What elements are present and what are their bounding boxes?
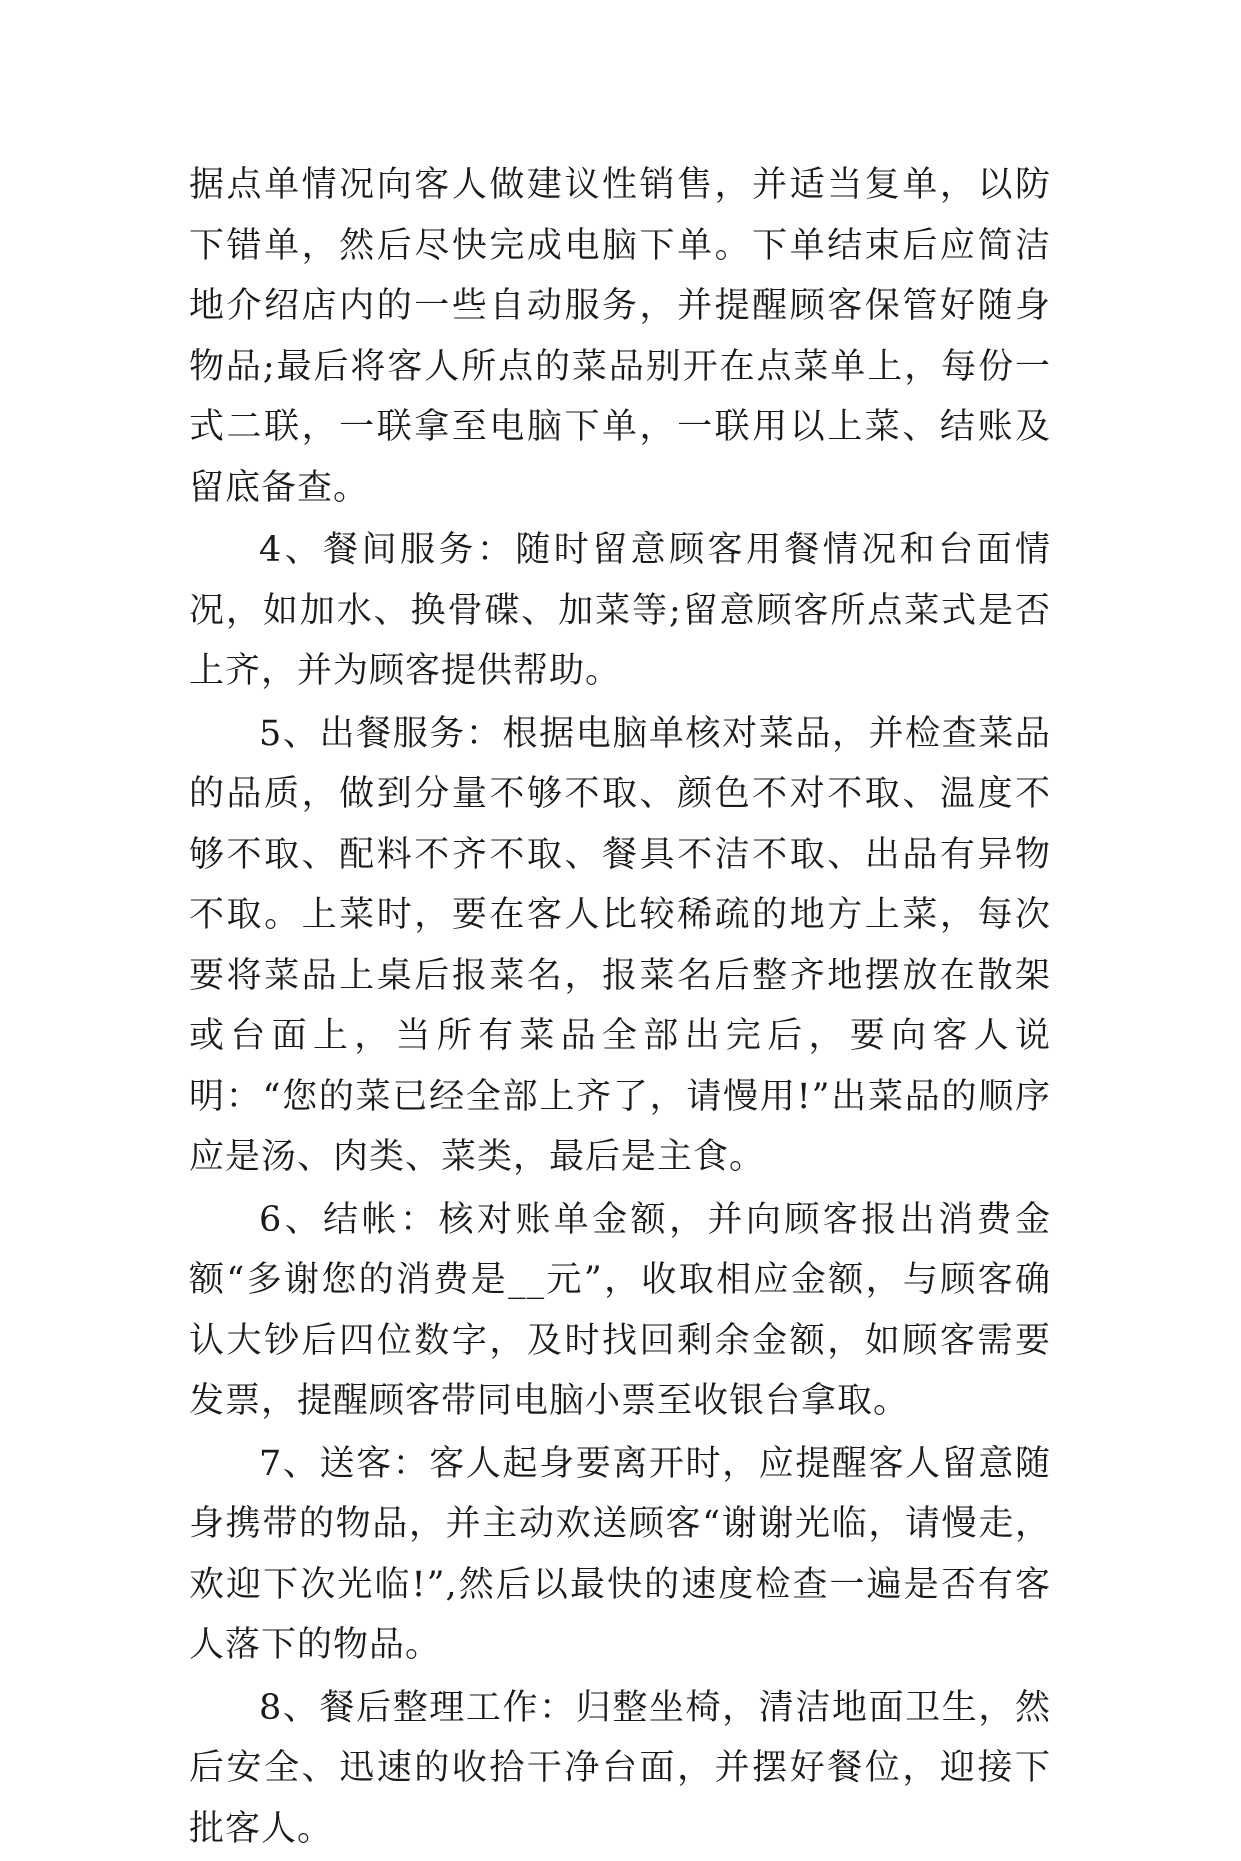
paragraph-5: 7、送客：客人起身要离开时，应提醒客人留意随身携带的物品，并主动欢送顾客“谢谢光临，请慢走，欢迎下次光临!”,然后以最快的速度检查一遍是否有客人落下的物品。 [189, 1443, 1051, 1665]
paragraph-1: 据点单情况向客人做建议性销售，并适当复单，以防下错单，然后尽快完成电脑下单。下单结束后应简洁地介绍店内的一些自动服务，并提醒顾客保管好随身物品;最后将客人所点的菜品别开在点菜单上，每份一式二联，一联拿至电脑下单，一联用以上菜、结账及留底备查。 [189, 165, 1051, 508]
document-body [189, 155, 1051, 1861]
paragraph-4: 6、结帐：核对账单金额，并向顾客报出消费金额“多谢您的消费是__元”，收取相应金额，与顾客确认大钞后四位数字，及时找回剩余金额，如顾客需要发票，提醒顾客带同电脑小票至收银台拿取。 [189, 1199, 1051, 1421]
paragraph-3: 5、出餐服务：根据电脑单核对菜品，并检查菜品的品质，做到分量不够不取、颜色不对不取、温度不够不取、配料不齐不取、餐具不洁不取、出品有异物不取。上菜时，要在客人比较稀疏的地方上菜，每次要将菜品上桌后报菜名，报菜名后整齐地摆放在散架或台面上，当所有菜品全部出完后，要向客人说明：“您的菜已经全部上齐了，请慢用!”出菜品的顺序应是汤、肉类、菜类，最后是主食。 [189, 713, 1051, 1177]
paragraph-6: 8、餐后整理工作：归整坐椅，清洁地面卫生，然后安全、迅速的收拾干净台面，并摆好餐位，迎接下批客人。 [189, 1687, 1051, 1849]
paragraph-2: 4、餐间服务：随时留意顾客用餐情况和台面情况，如加水、换骨碟、加菜等;留意顾客所点菜式是否上齐，并为顾客提供帮助。 [189, 530, 1051, 691]
